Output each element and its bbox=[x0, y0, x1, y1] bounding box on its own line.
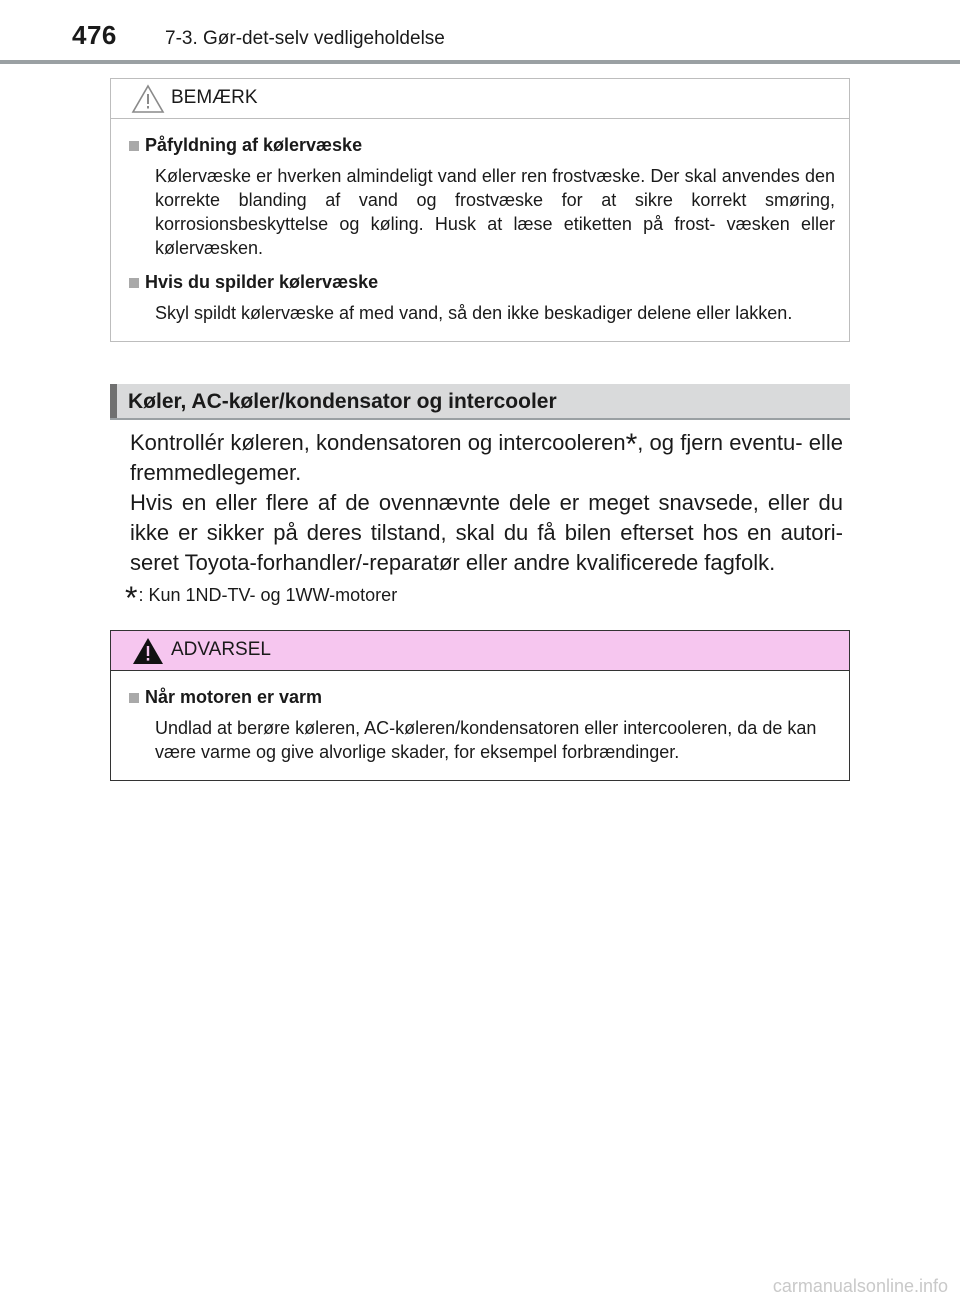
caution-outline-icon bbox=[131, 84, 165, 114]
warning-item-title bbox=[129, 687, 835, 708]
section-banner bbox=[110, 384, 850, 420]
warning-box bbox=[110, 630, 850, 781]
header-rule bbox=[0, 60, 960, 64]
square-bullet-icon bbox=[129, 141, 139, 151]
section-paragraph-1 bbox=[130, 428, 843, 488]
warning-box-body bbox=[111, 671, 849, 780]
banner-accent-bar bbox=[110, 384, 117, 418]
warning-box-header bbox=[111, 631, 849, 671]
section-body bbox=[130, 428, 843, 578]
notice-item-title bbox=[129, 135, 835, 156]
notice-label: BEMÆRK bbox=[171, 87, 258, 108]
section-paragraph-2: Hvis en eller flere af de ovennævnte dele er meget snavsede, eller du ikke er sikker på deres tilstand, skal du få bilen efterset hos en autori- seret Toyota-forhandler/-reparatør eller andre kvalificerede fagfolk. bbox=[130, 490, 843, 575]
warning-triangle-icon bbox=[131, 636, 165, 666]
section-heading: Køler, AC-køler/kondensator og intercooler bbox=[128, 390, 557, 413]
warning-label: ADVARSEL bbox=[171, 639, 271, 660]
page-header bbox=[0, 0, 960, 64]
notice-item-title bbox=[129, 272, 835, 293]
notice-item-title-text: Påfyldning af kølervæske bbox=[145, 135, 363, 155]
page-number: 476 bbox=[72, 20, 117, 50]
square-bullet-icon bbox=[129, 278, 139, 288]
para1-text: Kontrollér køleren, kondensatoren og intercooleren bbox=[130, 430, 626, 455]
notice-box bbox=[110, 78, 850, 342]
watermark: carmanualsonline.info bbox=[772, 1276, 948, 1296]
square-bullet-icon bbox=[129, 693, 139, 703]
notice-item-text: Kølervæske er hverken almindeligt vand eller ren frostvæske. Der skal anvendes den korrekte blanding af vand og frostvæske for at sikre korrekt smøring, korrosionsbeskyttelse og køling. Husk at læse etiketten på frost- væsken eller kølervæsken. bbox=[155, 166, 835, 258]
notice-box-header bbox=[111, 79, 849, 119]
warning-item-text: Undlad at berøre køleren, AC-køleren/kondensatoren eller intercooleren, da de kan være varme og give alvorlige skader, for eksempel forbrændinger. bbox=[155, 718, 817, 762]
section-title: 7-3. Gør-det-selv vedligeholdelse bbox=[165, 28, 445, 49]
asterisk-mark: * bbox=[625, 428, 638, 461]
warning-item-title-text: Når motoren er varm bbox=[145, 687, 323, 707]
footnote-asterisk: * bbox=[125, 580, 138, 616]
notice-item-title-text: Hvis du spilder kølervæske bbox=[145, 272, 379, 292]
para1-text-continued: , og fjern eventu- elle fremmedlegemer. bbox=[130, 430, 843, 485]
footnote bbox=[125, 580, 398, 616]
footnote-text: : Kun 1ND-TV- og 1WW-motorer bbox=[138, 585, 398, 605]
notice-item-text: Skyl spildt kølervæske af med vand, så den ikke beskadiger delene eller lakken. bbox=[155, 303, 793, 323]
notice-box-body bbox=[111, 119, 849, 341]
